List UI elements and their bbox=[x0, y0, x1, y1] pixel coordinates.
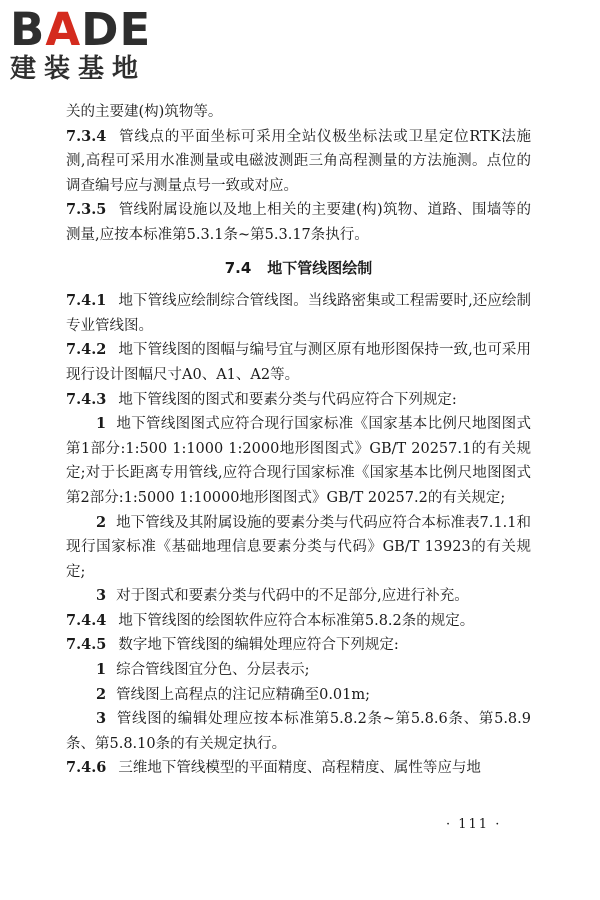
clause-7-3-5 bbox=[66, 198, 531, 247]
item-text: 管线图上高程点的注记应精确至0.01m; bbox=[116, 686, 371, 703]
clause-7-4-4 bbox=[66, 609, 531, 634]
clause-text: 管线点的平面坐标可采用全站仪极坐标法或卫星定位RTK法施测,高程可采用水准测量或电磁波测距三角高程测量的方法施测。点位的调查编号应与测量点号一致或对应。 bbox=[66, 128, 531, 194]
logo-wordmark bbox=[10, 3, 175, 56]
clause-7-3-4 bbox=[66, 125, 531, 199]
clause-number: 7.4.4 bbox=[66, 611, 107, 629]
item-text: 对于图式和要素分类与代码中的不足部分,应进行补充。 bbox=[116, 588, 469, 605]
page-number: · 111 · bbox=[446, 817, 502, 832]
item-text: 管线图的编辑处理应按本标准第5.8.2条~第5.8.6条、第5.8.9条、第5.8.10条的有关规定执行。 bbox=[66, 711, 531, 752]
item-number: 2 bbox=[96, 685, 107, 703]
item-text: 地下管线及其附属设施的要素分类与代码应符合本标准表7.1.1和现行国家标准《基础地理信息要素分类与代码》GB/T 13923的有关规定; bbox=[66, 514, 531, 580]
clause-text: 管线附属设施以及地上相关的主要建(构)筑物、道路、围墙等的测量,应按本标准第5.3.1条~第5.3.17条执行。 bbox=[66, 202, 531, 243]
clause-7-4-6 bbox=[66, 756, 531, 781]
list-item bbox=[66, 412, 531, 510]
section-heading bbox=[66, 256, 531, 281]
clause-number: 7.4.2 bbox=[66, 341, 107, 359]
clause-number: 7.3.4 bbox=[66, 127, 107, 145]
clause-number: 7.4.6 bbox=[66, 759, 107, 777]
item-number: 3 bbox=[96, 710, 107, 728]
clause-7-4-1 bbox=[66, 289, 531, 338]
list-item bbox=[66, 683, 531, 708]
logo-letters-de: DE bbox=[81, 3, 152, 56]
clause-text: 地下管线图的图式和要素分类与代码应符合下列规定: bbox=[118, 391, 457, 408]
clause-number: 7.3.5 bbox=[66, 201, 107, 219]
list-item bbox=[66, 707, 531, 756]
item-text: 综合管线图宜分色、分层表示; bbox=[116, 662, 310, 679]
section-number: 7.4 bbox=[224, 258, 252, 277]
continuation-text: 关的主要建(构)筑物等。 bbox=[66, 104, 223, 120]
logo-subtitle: 建装基地 bbox=[10, 54, 147, 84]
clause-text: 地下管线图的绘图软件应符合本标准第5.8.2条的规定。 bbox=[118, 612, 475, 629]
item-number: 2 bbox=[96, 513, 107, 531]
clause-text: 地下管线图的图幅与编号宜与测区原有地形图保持一致,也可采用现行设计图幅尺寸A0、A1、A2等。 bbox=[66, 342, 531, 383]
clause-number: 7.4.5 bbox=[66, 636, 107, 654]
section-title: 地下管线图绘制 bbox=[267, 258, 373, 277]
item-number: 1 bbox=[96, 415, 107, 433]
clause-number: 7.4.1 bbox=[66, 292, 107, 310]
logo-letter-b: B bbox=[10, 3, 46, 56]
item-number: 3 bbox=[96, 587, 107, 605]
clause-7-4-5 bbox=[66, 633, 531, 658]
list-item bbox=[66, 584, 531, 609]
logo-letter-a: A bbox=[45, 3, 82, 56]
item-text: 地下管线图图式应符合现行国家标准《国家基本比例尺地图图式 第1部分:1:500 1:1000 1:2000地形图图式》GB/T 20257.1的有关规定;对于长距离专用管线,应符合现行国家标准《国家基本比例尺地图图式 第2部分:1:5000 1:10000地形图图式》GB/T 20257.2的有关规定; bbox=[66, 416, 531, 506]
clause-7-4-2 bbox=[66, 338, 531, 387]
clause-text: 数字地下管线图的编辑处理应符合下列规定: bbox=[118, 637, 399, 654]
clause-text: 地下管线应绘制综合管线图。当线路密集或工程需要时,还应绘制专业管线图。 bbox=[66, 293, 531, 334]
bade-logo bbox=[10, 3, 175, 84]
document-body bbox=[66, 100, 531, 781]
clause-number: 7.4.3 bbox=[66, 390, 107, 408]
list-item bbox=[66, 658, 531, 683]
clause-text: 三维地下管线模型的平面精度、高程精度、属性等应与地 bbox=[118, 760, 481, 777]
clause-7-4-3 bbox=[66, 388, 531, 413]
item-number: 1 bbox=[96, 661, 107, 679]
list-item bbox=[66, 511, 531, 585]
